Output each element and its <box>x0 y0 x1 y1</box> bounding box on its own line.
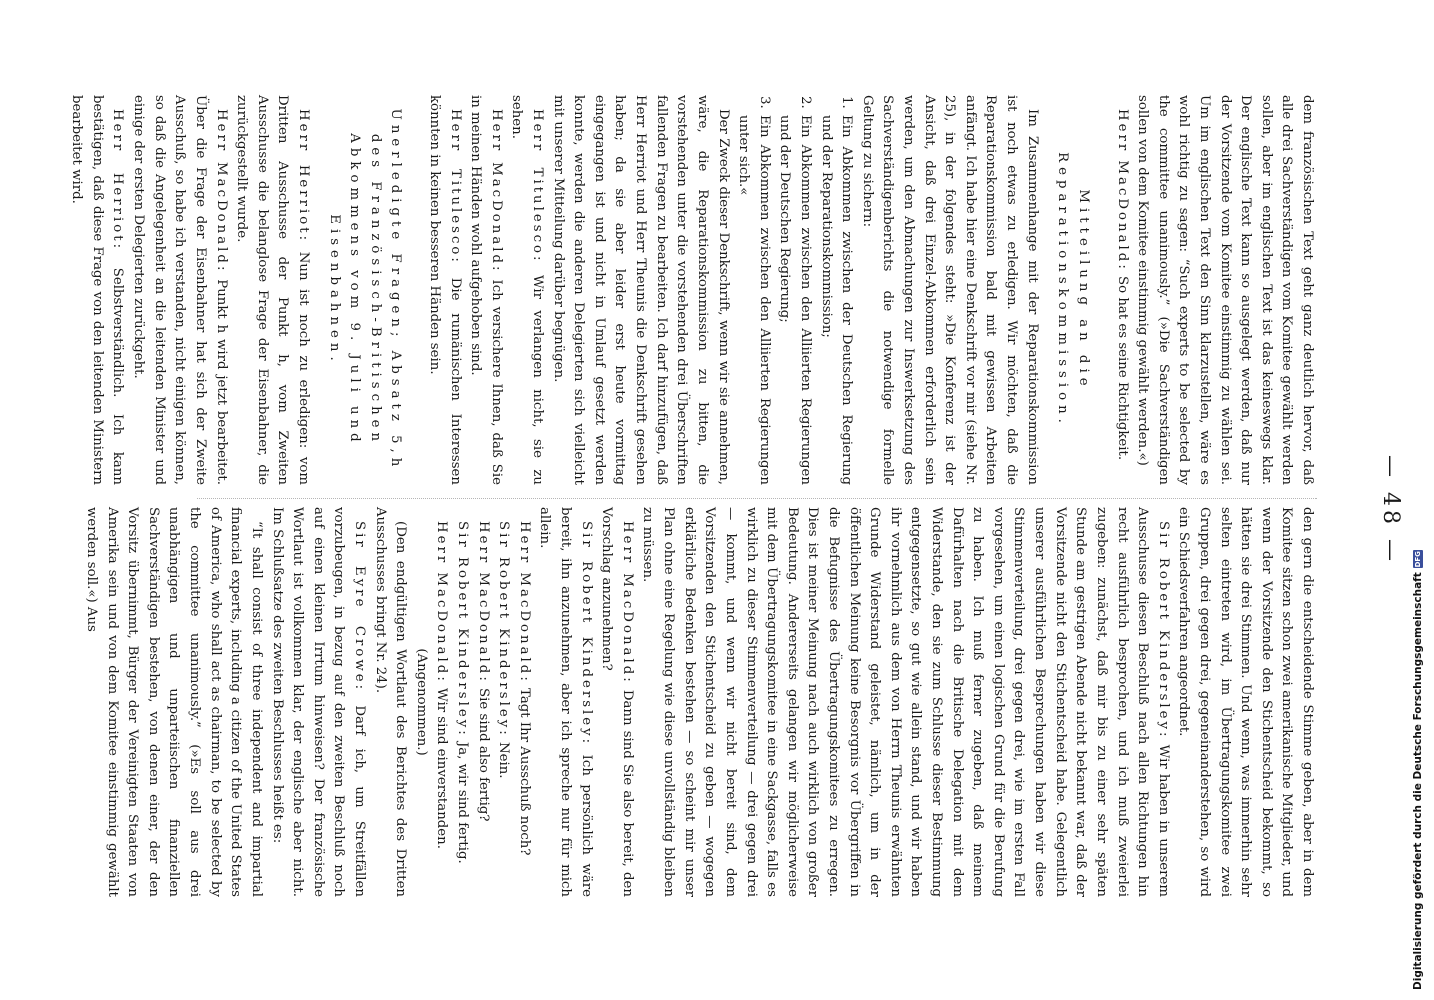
digitization-credit <box>1412 550 1424 990</box>
speaker-name: Herr MacDonald: <box>516 521 532 684</box>
paragraph <box>506 95 547 485</box>
speech-text: So hat es seine Richtigkeit. <box>1114 276 1130 461</box>
list-item: 1. Ein Abkommen zwischen der Deutschen Regierung und der Reparationskommission; <box>815 113 856 485</box>
paragraph <box>1111 95 1132 485</box>
page-number: — 48 — <box>1378 455 1403 565</box>
list-item: 2. Ein Abkommen zwischen den Alliierten Regierungen und der Deutschen Regierung; <box>774 113 815 485</box>
paragraph: dem französischen Text geht ganz deutlich hervor, daß alle drei Sachverständigen vom Komitee gewählt werden sollen, aber im englischen Text ist das keineswegs klar. Der englische Text kann so ausgelegt werden, daß nur der Vorsitzende vom Komitee einstimmig zu wählen sei. Um im englischen Text den Sinn klarzustellen, wäre es wohl richtig zu sagen: “Such experts to be selected by the committee unanimously.” (»Die Sachverständigen sollen von dem Komitee einstimmig gewählt werden.«) <box>1135 95 1315 485</box>
speaker-name: Herr Herriot: <box>110 109 126 252</box>
speaker-name: Herr MacDonald: <box>213 109 229 274</box>
list-item: 3. Ein Abkommen zwischen den Alliierten Regierungen unter sich.« <box>733 113 774 485</box>
speaker-name: Sir Robert Kindersley: <box>496 521 512 738</box>
speech-text: Die rumänischen Interessen könnten in keinen besseren Händen sein. <box>427 95 463 485</box>
paragraph <box>513 507 534 897</box>
speaker-name: Sir Robert Kindersley: <box>455 521 471 738</box>
paragraph: Der Zweck dieser Denkschrift, wenn wir sie annehmen, wäre, die Reparationskommission zu bitten, die vorstehenden unter die vorstehenden drei Überschriften fallenden Fragen zu bearbeiten. Ich darf hinzufügen, daß Herr Herriot und Herr Theunis die Denkschrift gesehen haben; da sie aber leider erst heute vormittag eingegangen ist und nicht in Umlauf gesetzt werden konnte, werden die anderen Delegierten sich vielleicht mit unserer Mitteilung darüber begnügen. <box>550 95 731 485</box>
paragraph <box>431 507 452 897</box>
speaker-name: Sir Robert Kindersley: <box>1155 521 1171 740</box>
document-page <box>69 95 1403 925</box>
dfg-logo: DFG <box>1414 551 1422 568</box>
numbered-list <box>733 95 857 485</box>
speaker-name: Herr MacDonald: <box>619 521 635 685</box>
paragraph: (Den endgültigen Wortlaut des Berichtes des Dritten Ausschusses bringt Nr. 24). <box>372 507 409 897</box>
paragraph <box>472 507 493 897</box>
speech-text: Sie sind also fertig? <box>475 688 491 822</box>
speaker-name: Herr Titulesco: <box>530 109 546 264</box>
speech-text: Wir sind einverstanden. <box>434 688 450 849</box>
speech-text: Wir verlangen nicht, sie zu sehen. <box>509 95 546 485</box>
speech-text: Nun ist noch zu erledigen: vom Dritten Ausschusse der Punkt h, vom Zweiten Ausschusse die belanglose Frage der Eisenbahner, die zurückgestellt wurde. <box>234 95 311 485</box>
speaker-name: Sir Eyre Crowe: <box>351 521 367 693</box>
speaker-name: Sir Robert Kindersley: <box>578 521 594 747</box>
speaker-name: Herr Titulesco: <box>447 109 463 265</box>
paragraph <box>423 95 464 485</box>
right-column <box>80 507 1317 897</box>
speech-text: Ich persönlich wäre bereit, ihn anzunehmen, aber ich spreche nur für mich allein. <box>537 507 594 897</box>
speech-text: Selbstverständlich. Ich kann bestätigen, daß diese Frage von den leitenden Ministern bearbeitet wird. <box>69 95 126 485</box>
paragraph <box>451 507 472 897</box>
paragraph <box>596 507 637 897</box>
speech-text: Dann sind Sie also bereit, den Vorschlag anzunehmen? <box>599 507 635 897</box>
speech-text: Tagt Ihr Ausschuß noch? <box>516 688 532 856</box>
speech-text: Darf ich, um Streitfällen vorzubeugen, in bezug auf den zweiten Beschluß noch auf einen kleinen Irrtum hinweisen? Der französische Wortlaut ist vollkommen klar, der englische aber nicht. Im Schlußsatze des zweiten Beschlusses heißt es: <box>269 507 367 897</box>
paragraph <box>465 95 506 485</box>
speaker-name: Herr MacDonald: <box>475 521 491 684</box>
paragraph: Im Zusammenhange mit der Reparationskommission ist noch etwas zu erledigen. Wir möchten, daß die Reparationskommission bald mit gewissen Arbeiten anfängt. Ich habe hier eine Denkschrift vor mir (siehe Nr. 25), in der folgendes steht: »Die Konferenz ist der Ansicht, daß drei Einzel-Abkommen erforderlich sein werden, um den Abmachungen zur Inswerksetzung des Sachverständigenberichts die notwendige formelle Geltung zu sichern: <box>859 95 1040 485</box>
speech-text: Ja, wir sind fertig. <box>455 741 471 864</box>
column-divider <box>197 498 1317 499</box>
paragraph <box>231 95 313 485</box>
speaker-name: Herr MacDonald: <box>434 521 450 684</box>
speech-text: Ich versichere Ihnen, daß Sie in meinen Händen wohl aufgehoben sind. <box>468 95 504 486</box>
section-heading: Mitteilung an die Reparationskommission. <box>1055 152 1091 428</box>
paragraph <box>127 95 230 485</box>
quoted-paragraph: “It shall consist of three independent and impartial financial experts, including a citizen of the United States of America, who shall act as chairman, to be selected by the committee unanimously.” (»Es soll aus drei unabhängigen und unparteiischen finanziellen Sachverständigen bestehen, von denen einer, der den Vorsitz übernimmt, Bürger der Vereinigten Staaten von Amerika sein und von dem Komitee einstimmig gewählt werden soll.«) Aus <box>84 507 264 897</box>
speech-text: Nein. <box>496 741 512 779</box>
accepted-note: (Angenommen.) <box>413 648 429 756</box>
paragraph <box>534 507 596 897</box>
paragraph <box>493 507 514 897</box>
speaker-name: Herr Herriot: <box>295 109 311 244</box>
credit-text: Digitalisierung gefördert durch die Deutsche Forschungsgemeinschaft <box>1412 572 1424 990</box>
paragraph <box>637 507 1173 897</box>
speaker-name: Herr MacDonald: <box>488 109 504 274</box>
section-heading: Unerledigte Fragen; Absatz 5,h des Französisch-Britischen Abkommens vom 9. Juli und Eisenbahnen. <box>326 108 404 472</box>
speech-text: Wir haben in unserem Ausschusse diesen Beschluß nach allen Richtungen hin recht ausführlich besprochen, und ich muß zweierlei zugeben: zunächst, daß mir bis zu einer sehr späten Stunde am gestrigen Abende nicht bekannt war, daß der Vorsitzende nicht den Stichentscheid habe. Gelegentlich unserer ausführlichen Besprechungen haben wir diese Stimmenverteilung, drei gegen drei, wie im ersten Fall vorgesehen, um einen logischen Grund für die Berufung zu haben. Ich muß ferner zugeben, daß meinem Dafürhalten nach die Britische Delegation mit dem Widerstande, den sie zum Schlusse dieser Bestimmung entgegensetzte, so gut wie allein stand, und wir haben ihr vornehmlich aus dem von Herrn Theunis erwähnten Grunde Widerstand geleistet, nämlich, um in der öffentlichen Meinung keine Besorgnis vor Übergriffen in die Befugnisse des Übertragungskomitees zu erregen. Dies ist meiner Meinung nach auch wirklich von großer Bedeutung. Andererseits gelangen wir möglicherweise mit dem Übertragungskomitee in eine Sackgasse, falls es wirklich zu dieser Stimmenverteilung — drei gegen drei — kommt, und wenn wir nicht bereit sind, dem Vorsitzenden den Stichentscheid zu geben — wogegen erklärliche Bedenken bestehen — so scheint mir unser Plan ohne eine Regelung wie diese unvollständig bleiben zu müssen. <box>640 507 1171 897</box>
left-column <box>66 95 1317 485</box>
paragraph <box>66 95 128 485</box>
speech-text: Punkt h wird jetzt bearbeitet. Über die Frage der Eisenbahner hat sich der Zweite Ausschuß, so habe ich verstanden, nicht einigen können, so daß die Angelegenheit an die leitenden Minister und einige der ersten Delegierten zurückgeht. <box>131 95 229 485</box>
speaker-name: Herr MacDonald: <box>1114 109 1130 272</box>
paragraph <box>266 507 369 897</box>
paragraph: den gern die entscheidende Stimme geben, aber in dem Komitee sitzen schon zwei amerikanische Mitglieder, und wenn der Vorsitzende den Stichentscheid bekommt, so hätten sie drei Stimmen. Und wenn, was immerhin sehr selten eintreten wird, im Übertragungskomitee zwei Gruppen, drei gegen drei, gegeneinanderstehen, so wird ein Schiedsverfahren angeordnet. <box>1176 507 1315 897</box>
